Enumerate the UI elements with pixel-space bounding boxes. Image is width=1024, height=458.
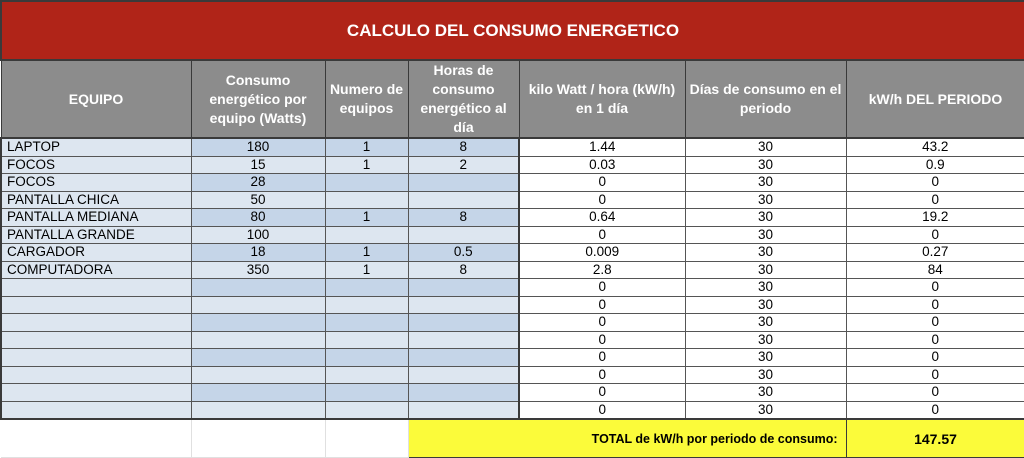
cell-dias[interactable]: 30 [685, 261, 846, 279]
cell-kwh-dia[interactable]: 1.44 [519, 138, 685, 156]
cell-equipo[interactable] [1, 349, 191, 367]
cell-consumo[interactable]: 15 [191, 156, 325, 174]
cell-numero[interactable] [325, 401, 408, 419]
cell-kwh-periodo[interactable]: 0.27 [846, 244, 1024, 262]
cell-dias[interactable]: 30 [685, 174, 846, 192]
cell-kwh-periodo[interactable]: 0 [846, 174, 1024, 192]
cell-dias[interactable]: 30 [685, 384, 846, 402]
cell-numero[interactable] [325, 314, 408, 332]
cell-numero[interactable]: 1 [325, 244, 408, 262]
header-row [1, 60, 1024, 138]
cell-horas[interactable] [408, 191, 519, 209]
cell-numero[interactable] [325, 296, 408, 314]
table-row [1, 314, 1024, 332]
cell-numero[interactable] [325, 279, 408, 297]
header-numero[interactable]: Numero de equipos [325, 60, 408, 138]
cell-kwh-dia[interactable]: 0 [519, 384, 685, 402]
cell-kwh-dia[interactable]: 0 [519, 314, 685, 332]
header-dias[interactable]: Días de consumo en el periodo [685, 60, 846, 138]
cell-dias[interactable]: 30 [685, 156, 846, 174]
cell-consumo[interactable]: 180 [191, 138, 325, 156]
cell-numero[interactable] [325, 226, 408, 244]
cell-horas[interactable] [408, 174, 519, 192]
cell-horas[interactable]: 8 [408, 261, 519, 279]
cell-consumo[interactable]: 28 [191, 174, 325, 192]
cell-kwh-dia[interactable]: 0 [519, 174, 685, 192]
cell-dias[interactable]: 30 [685, 401, 846, 419]
table-row [1, 279, 1024, 297]
cell-numero[interactable] [325, 366, 408, 384]
cell-kwh-periodo[interactable]: 0 [846, 191, 1024, 209]
cell-equipo[interactable] [1, 384, 191, 402]
table-row [1, 401, 1024, 419]
table-row [1, 174, 1024, 192]
cell-equipo[interactable]: PANTALLA MEDIANA [1, 209, 191, 227]
cell-dias[interactable]: 30 [685, 191, 846, 209]
cell-kwh-periodo[interactable]: 0 [846, 384, 1024, 402]
table-row [1, 191, 1024, 209]
total-row [1, 419, 1024, 458]
sheet-title[interactable]: CALCULO DEL CONSUMO ENERGETICO [1, 1, 1024, 60]
cell-dias[interactable]: 30 [685, 209, 846, 227]
header-kwh-dia[interactable]: kilo Watt / hora (kW/h) en 1 día [519, 60, 685, 138]
cell-equipo[interactable]: FOCOS [1, 156, 191, 174]
table-row [1, 349, 1024, 367]
cell-horas[interactable]: 2 [408, 156, 519, 174]
cell-consumo[interactable] [191, 331, 325, 349]
table-row [1, 244, 1024, 262]
cell-equipo[interactable]: CARGADOR [1, 244, 191, 262]
cell-kwh-dia[interactable]: 0 [519, 226, 685, 244]
cell-consumo[interactable] [191, 349, 325, 367]
empty-cell[interactable] [1, 419, 191, 458]
cell-numero[interactable]: 1 [325, 138, 408, 156]
cell-dias[interactable]: 30 [685, 226, 846, 244]
cell-horas[interactable] [408, 331, 519, 349]
cell-consumo[interactable] [191, 384, 325, 402]
empty-cell[interactable] [191, 419, 325, 458]
cell-dias[interactable]: 30 [685, 138, 846, 156]
header-consumo[interactable]: Consumo energético por equipo (Watts) [191, 60, 325, 138]
cell-horas[interactable] [408, 314, 519, 332]
cell-dias[interactable]: 30 [685, 314, 846, 332]
cell-kwh-periodo[interactable]: 0 [846, 366, 1024, 384]
header-equipo[interactable]: EQUIPO [1, 60, 191, 138]
cell-kwh-dia[interactable]: 0 [519, 191, 685, 209]
table-row [1, 226, 1024, 244]
cell-horas[interactable] [408, 401, 519, 419]
cell-dias[interactable]: 30 [685, 244, 846, 262]
cell-kwh-periodo[interactable]: 0 [846, 296, 1024, 314]
cell-horas[interactable] [408, 279, 519, 297]
cell-kwh-dia[interactable]: 0 [519, 366, 685, 384]
table-row [1, 209, 1024, 227]
cell-horas[interactable]: 8 [408, 138, 519, 156]
empty-cell[interactable] [325, 419, 408, 458]
cell-kwh-periodo[interactable]: 19.2 [846, 209, 1024, 227]
cell-horas[interactable] [408, 366, 519, 384]
cell-horas[interactable] [408, 296, 519, 314]
cell-numero[interactable]: 1 [325, 261, 408, 279]
table-row [1, 384, 1024, 402]
table-row [1, 366, 1024, 384]
cell-equipo[interactable]: PANTALLA GRANDE [1, 226, 191, 244]
table-row [1, 261, 1024, 279]
cell-horas[interactable] [408, 349, 519, 367]
cell-kwh-dia[interactable]: 0 [519, 331, 685, 349]
cell-equipo[interactable]: COMPUTADORA [1, 261, 191, 279]
cell-kwh-dia[interactable]: 2.8 [519, 261, 685, 279]
header-kwh-periodo[interactable]: kW/h DEL PERIODO [846, 60, 1024, 138]
cell-kwh-dia[interactable]: 0 [519, 349, 685, 367]
cell-horas[interactable]: 8 [408, 209, 519, 227]
cell-consumo[interactable]: 80 [191, 209, 325, 227]
cell-consumo[interactable] [191, 279, 325, 297]
cell-numero[interactable] [325, 191, 408, 209]
cell-kwh-periodo[interactable]: 0 [846, 279, 1024, 297]
cell-dias[interactable]: 30 [685, 279, 846, 297]
cell-horas[interactable] [408, 384, 519, 402]
cell-equipo[interactable] [1, 401, 191, 419]
cell-equipo[interactable] [1, 279, 191, 297]
cell-kwh-periodo[interactable]: 43.2 [846, 138, 1024, 156]
cell-equipo[interactable]: PANTALLA CHICA [1, 191, 191, 209]
cell-numero[interactable]: 1 [325, 209, 408, 227]
cell-consumo[interactable] [191, 314, 325, 332]
cell-dias[interactable]: 30 [685, 331, 846, 349]
cell-equipo[interactable] [1, 331, 191, 349]
cell-dias[interactable]: 30 [685, 296, 846, 314]
cell-kwh-periodo[interactable]: 0 [846, 226, 1024, 244]
cell-consumo[interactable] [191, 401, 325, 419]
cell-kwh-dia[interactable]: 0 [519, 296, 685, 314]
cell-numero[interactable]: 1 [325, 156, 408, 174]
cell-kwh-periodo[interactable]: 0 [846, 401, 1024, 419]
table-row [1, 156, 1024, 174]
cell-kwh-periodo[interactable]: 0 [846, 331, 1024, 349]
cell-dias[interactable]: 30 [685, 366, 846, 384]
cell-kwh-dia[interactable]: 0 [519, 279, 685, 297]
cell-numero[interactable] [325, 174, 408, 192]
cell-consumo[interactable]: 100 [191, 226, 325, 244]
cell-kwh-dia[interactable]: 0.03 [519, 156, 685, 174]
total-label[interactable]: TOTAL de kW/h por periodo de consumo: [408, 419, 846, 458]
cell-equipo[interactable] [1, 296, 191, 314]
cell-kwh-dia[interactable]: 0.009 [519, 244, 685, 262]
cell-equipo[interactable] [1, 314, 191, 332]
cell-kwh-periodo[interactable]: 0.9 [846, 156, 1024, 174]
cell-equipo[interactable]: LAPTOP [1, 138, 191, 156]
cell-kwh-dia[interactable]: 0 [519, 401, 685, 419]
cell-equipo[interactable] [1, 366, 191, 384]
cell-kwh-periodo[interactable]: 0 [846, 349, 1024, 367]
cell-horas[interactable]: 0.5 [408, 244, 519, 262]
cell-consumo[interactable]: 350 [191, 261, 325, 279]
cell-numero[interactable] [325, 384, 408, 402]
cell-kwh-periodo[interactable]: 84 [846, 261, 1024, 279]
cell-kwh-periodo[interactable]: 0 [846, 314, 1024, 332]
cell-consumo[interactable]: 18 [191, 244, 325, 262]
cell-consumo[interactable] [191, 366, 325, 384]
cell-horas[interactable] [408, 226, 519, 244]
header-horas[interactable]: Horas de consumo energético al día [408, 60, 519, 138]
table-row [1, 138, 1024, 156]
cell-equipo[interactable]: FOCOS [1, 174, 191, 192]
table-row [1, 331, 1024, 349]
cell-numero[interactable] [325, 331, 408, 349]
total-value[interactable]: 147.57 [846, 419, 1024, 458]
cell-consumo[interactable] [191, 296, 325, 314]
table-row [1, 296, 1024, 314]
cell-numero[interactable] [325, 349, 408, 367]
cell-dias[interactable]: 30 [685, 349, 846, 367]
cell-kwh-dia[interactable]: 0.64 [519, 209, 685, 227]
cell-consumo[interactable]: 50 [191, 191, 325, 209]
